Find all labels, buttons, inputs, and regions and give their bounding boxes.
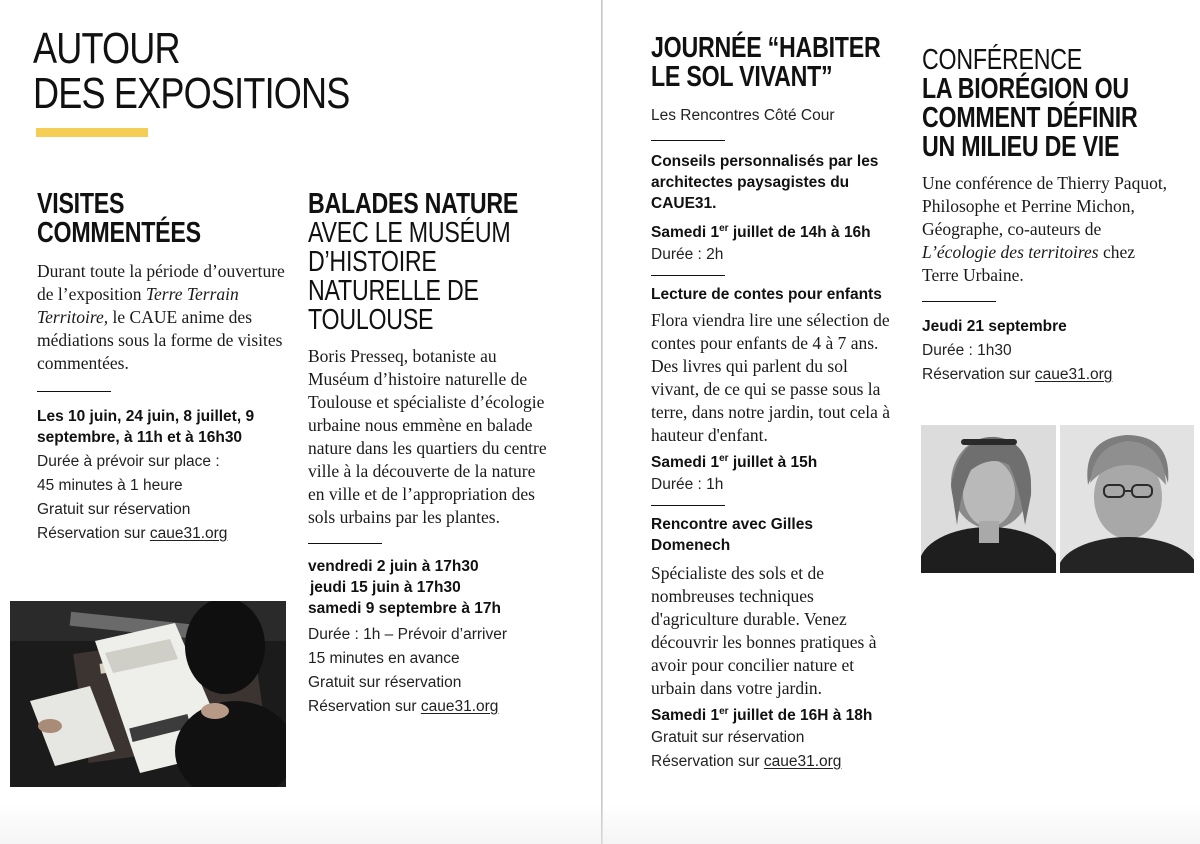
balades-title-light-4: TOULOUSE [308,304,434,336]
rencontre-date [651,705,901,726]
accent-bar [36,128,148,137]
reservation-label: Réservation sur [308,698,421,715]
page-bottom-shadow [0,804,1200,844]
balades-duration-line-2: 15 minutes en avance [308,650,460,667]
page-title-line-1: AUTOUR [33,24,180,73]
conference-title-line-2: COMMENT DÉFINIR [922,102,1138,134]
visites-duration-label: Durée à prévoir sur place : [37,453,220,470]
rencontre-price: Gratuit sur réservation [651,729,805,746]
lecture-date [651,452,901,473]
reservation-link[interactable]: caue31.org [149,525,228,542]
balades-date-2: jeudi 15 juin à 17h30 [310,579,461,596]
exhibition-visit-photo [10,601,286,787]
conseils-date-part-2: juillet de 14h à 16h [728,224,871,241]
balades-title [308,190,548,335]
reservation-label: Réservation sur [37,525,150,542]
page-title-line-2: DES EXPOSITIONS [33,69,350,118]
rencontre-reservation [651,750,901,774]
divider-rule [37,391,111,392]
conference-desc-part-2: chez Terre Urbaine. [922,242,1136,285]
balades-title-light-1: AVEC LE MUSÉUM [308,217,511,249]
balades-title-light-3: NATURELLE DE [308,275,479,307]
reservation-link[interactable]: caue31.org [420,698,499,715]
lecture-date-part-1: Samedi 1 [651,454,720,471]
lecture-title: Lecture de contes pour enfants [651,286,882,303]
lecture-description: Flora viendra lire une sélection de contes pour enfants de 4 à 7 ans. Des livres qui parlent du sol vivant, de ce qui se passe sous la terre, dans notre jardin, tout cela à hauteur d'enfant. [651,310,891,445]
divider-rule [651,275,725,276]
conference-title-line-1: LA BIORÉGION OU [922,73,1129,105]
conference-title-line-3: UN MILIEU DE VIE [922,131,1120,163]
balades-description: Boris Presseq, botaniste au Muséum d’histoire naturelle de Toulouse et spécialiste d’écologie urbaine nous emmène en balade nature dans les quartiers du centre ville à la découverte de la nature en ville et de l’appropriation des sols urbains par les plantes. [308,346,547,527]
conseils-date-part-1: Samedi 1 [651,224,720,241]
visites-desc-part-2: le CAUE anime des médiations sous la forme de visites commentées. [37,307,283,373]
journee-title [651,34,891,92]
divider-rule [651,140,725,141]
conference-reservation [922,363,1172,387]
reservation-link[interactable]: caue31.org [1034,366,1113,383]
lecture-duration: Durée : 1h [651,476,724,493]
portrait-man-image [1060,425,1194,573]
visites-dates: Les 10 juin, 24 juin, 8 juillet, 9 septembre, à 11h et à 16h30 [37,408,255,446]
journee-title-line-2: LE SOL VIVANT” [651,61,833,93]
visites-title-line-1: VISITES [37,188,125,220]
balades-section [308,190,558,719]
page-gutter [601,0,603,844]
visites-title-line-2: COMMENTÉES [37,217,201,249]
visites-description [37,260,287,375]
balades-date-1: vendredi 2 juin à 17h30 [308,558,479,575]
visites-section [37,190,287,546]
conseils-date-sup: er [719,222,729,234]
visites-title [37,190,277,248]
divider-rule [651,505,725,506]
portrait-woman-photo [921,425,1056,573]
conseils-date [651,222,901,243]
rencontre-date-sup: er [719,705,729,717]
conference-description [922,172,1172,287]
reservation-link[interactable]: caue31.org [763,753,842,770]
conseils-duration: Durée : 2h [651,246,724,263]
balades-reservation [308,695,558,719]
visites-price: Gratuit sur réservation [37,501,191,518]
visites-desc-italic: Terre Terrain Territoire, [37,284,239,327]
balades-title-bold: BALADES NATURE [308,188,519,220]
conference-section [922,46,1172,387]
conference-desc-italic: L’écologie des territoires [922,242,1099,262]
rencontre-description: Spécialiste des sols et de nombreuses techniques d'agriculture durable. Venez découvrir les bonnes pratiques à avoir pour concilier nature et urbain dans votre jardin. [651,563,877,698]
balades-duration-line-1: Durée : 1h – Prévoir d’arriver [308,626,507,643]
conference-kicker: CONFÉRENCE [922,44,1083,76]
conference-title [922,75,1162,162]
rencontre-title: Rencontre avec Gilles Domenech [651,516,813,554]
balades-price: Gratuit sur réservation [308,674,462,691]
rencontre-date-part-1: Samedi 1 [651,707,720,724]
visites-duration-value: 45 minutes à 1 heure [37,477,183,494]
lecture-date-part-2: juillet à 15h [728,454,818,471]
portrait-woman-image [921,425,1056,573]
page-title [33,26,394,116]
lecture-date-sup: er [719,452,729,464]
conference-desc-part-1: Une conférence de Thierry Paquot, Philosophe et Perrine Michon, Géographe, co-auteurs de [922,173,1168,239]
visites-desc-part-1: Durant toute la période d’ouverture de l’exposition [37,261,285,304]
reservation-label: Réservation sur [922,366,1035,383]
divider-rule [308,543,382,544]
conference-duration: Durée : 1h30 [922,342,1012,359]
rencontre-date-part-2: juillet de 16H à 18h [728,707,873,724]
balades-date-3: samedi 9 septembre à 17h [308,600,501,617]
divider-rule [922,301,996,302]
visites-reservation [37,522,287,546]
balades-title-light-2: D’HISTOIRE [308,246,437,278]
conseils-title: Conseils personnalisés par les architectes paysagistes du CAUE31. [651,153,879,212]
conference-date: Jeudi 21 septembre [922,318,1067,335]
reservation-label: Réservation sur [651,753,764,770]
journee-section [651,34,901,774]
journee-title-line-1: JOURNÉE “HABITER [651,32,881,64]
exhibition-visit-photo-image [10,601,286,787]
journee-subtitle: Les Rencontres Côté Cour [651,107,835,124]
portrait-man-photo [1060,425,1194,573]
